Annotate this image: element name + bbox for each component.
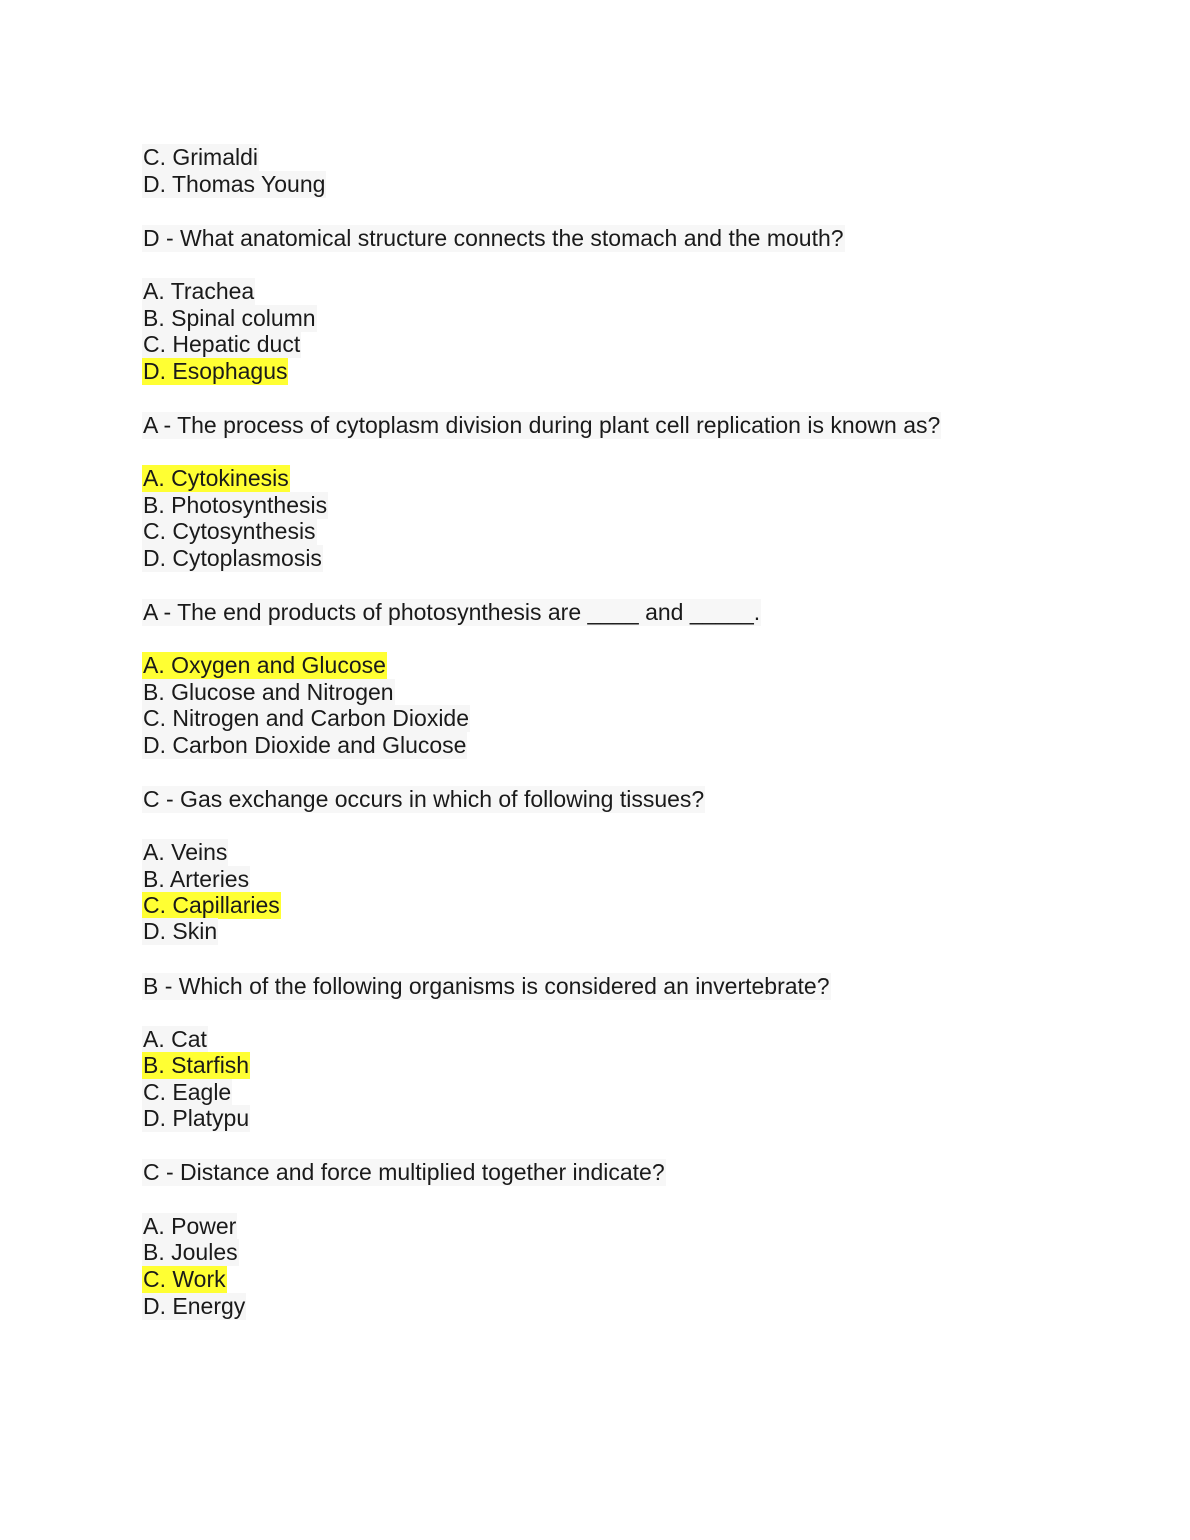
option-text: D. Energy — [143, 1293, 246, 1319]
option-text: D. Thomas Young — [143, 171, 326, 197]
option-text: D. Platypu — [143, 1105, 250, 1131]
question-text — [142, 973, 831, 1000]
question-text — [142, 1159, 666, 1186]
answer-option — [142, 679, 395, 706]
answer-option — [142, 144, 259, 171]
answer-option — [142, 518, 317, 545]
option-text: A. Oxygen and Glucose — [143, 652, 386, 678]
option-text: C. Cytosynthesis — [143, 518, 316, 544]
answer-option — [142, 918, 218, 945]
option-text: A. Veins — [143, 839, 228, 865]
question-text — [142, 786, 705, 813]
option-text: B. Glucose and Nitrogen — [143, 679, 394, 705]
option-text: C. Eagle — [143, 1079, 232, 1105]
question-text — [142, 599, 761, 626]
question-label: C - Gas exchange occurs in which of following tissues? — [143, 786, 705, 812]
answer-option — [142, 732, 467, 759]
option-text: D. Cytoplasmosis — [143, 545, 322, 571]
option-text: A. Cytokinesis — [143, 465, 289, 491]
answer-option — [142, 1105, 250, 1132]
correct-answer-option — [142, 465, 290, 492]
option-text: B. Photosynthesis — [143, 492, 328, 518]
question-label: A - The process of cytoplasm division during plant cell replication is known as? — [143, 412, 941, 438]
option-text: B. Spinal column — [143, 305, 316, 331]
option-text: C. Capillaries — [143, 892, 280, 918]
answer-option — [142, 171, 326, 198]
option-text: A. Trachea — [143, 278, 255, 304]
answer-option — [142, 705, 470, 732]
answer-option — [142, 1239, 239, 1266]
option-text: D. Carbon Dioxide and Glucose — [143, 732, 467, 758]
answer-option — [142, 1079, 232, 1106]
correct-answer-option — [142, 1052, 250, 1079]
answer-option — [142, 1213, 237, 1240]
option-text: C. Hepatic duct — [143, 331, 301, 357]
answer-option — [142, 492, 328, 519]
answer-option — [142, 866, 250, 893]
correct-answer-option — [142, 1266, 227, 1293]
question-label: A - The end products of photosynthesis are ____ and _____. — [143, 599, 761, 625]
option-text: D. Esophagus — [143, 358, 288, 384]
option-text: B. Starfish — [143, 1052, 250, 1078]
answer-option — [142, 1293, 246, 1320]
correct-answer-option — [142, 892, 281, 919]
option-text: B. Arteries — [143, 866, 250, 892]
answer-option — [142, 278, 255, 305]
option-text: A. Cat — [143, 1026, 207, 1052]
option-text: C. Nitrogen and Carbon Dioxide — [143, 705, 470, 731]
question-text — [142, 225, 845, 252]
correct-answer-option — [142, 652, 387, 679]
answer-option — [142, 1026, 208, 1053]
question-label: B - Which of the following organisms is considered an invertebrate? — [143, 973, 830, 999]
answer-option — [142, 305, 317, 332]
correct-answer-option — [142, 358, 288, 385]
option-text: C. Work — [143, 1266, 226, 1292]
question-label: C - Distance and force multiplied together indicate? — [143, 1159, 665, 1185]
option-text: B. Joules — [143, 1239, 238, 1265]
answer-option — [142, 839, 228, 866]
option-text: C. Grimaldi — [143, 144, 259, 170]
answer-option — [142, 545, 323, 572]
option-text: D. Skin — [143, 918, 218, 944]
question-label: D - What anatomical structure connects the stomach and the mouth? — [143, 225, 844, 251]
answer-option — [142, 331, 301, 358]
question-text — [142, 412, 941, 439]
option-text: A. Power — [143, 1213, 237, 1239]
